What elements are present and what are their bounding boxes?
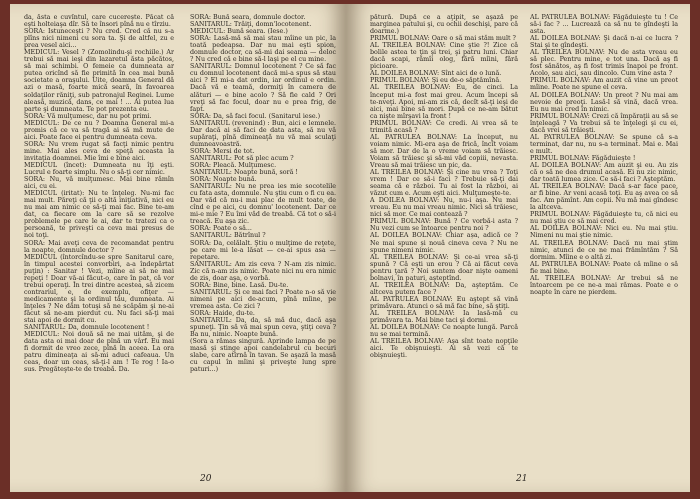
paragraph: da, ăsta e cuvîntul, care cucerește. Păcat că eşti holteiaşa dîr. Să te însori pînă nu e tîrziu.	[24, 14, 174, 29]
paragraph: AL TREILEA BOLNAV: Nu de asta vreau eu să plec. Pentru mine, e tot una. Dacă aş fi fost sănătos, aş fi fost trimis înapoi pe front. Acolo, sau aici, sau dincolo. Cum vine asta ?	[530, 49, 678, 78]
paragraph: SORA: Lasă-mă să mai stau mîine un pic, la toată pedeapsa. Dar nu mai eşti spion, domnule doctor, ca să-mi dai seama — deloc ? Nu cred că e bine să-l laşi pe el cu mine.	[190, 35, 336, 64]
paragraph: AL PATRULEA BOLNAV: Eu aştept să vină primăvara. Atunci o să mă fac bine, să ştiţi.	[370, 295, 518, 310]
paragraph: SANITARUL: Bătrînul ?	[190, 232, 266, 240]
paragraph: SANITARUL: Nu ne prea ies mie socotelile cu fata asta, domnule. Nu ştiu cum o fi cu ea. Dar văd că nu-i mai plac de mult toate, de cînd e pe aici, cu domnu' locotenent. Dar ce mi-e mie ? Eu îmi văd de treabă. Că tot o să-i treacă. Eu aşa zic.	[190, 183, 336, 226]
paragraph: AL TREILEA BOLNAV: Cine ştie ?! Zice că bolile astea te ţin şi trei, şi patru luni. Chiar dacă scapi, rămîi olog, fără mîini, fără picioare.	[370, 42, 518, 71]
paragraph: MEDICUL (iritat): Nu te înţeleg. Nu-mi fac mai mult. Păreţi că ţii o altă iniţiativă, nici eu nu mai am nimic ce să-ţi mai fac. Bine te-am dat, ca fiecare om la care să se rezolve problemele pe care le ai, dar te tratezi ca o persoană, te priveşti ca ceva mai presus de noi toţi.	[24, 190, 174, 240]
paragraph: (Sora a rămas singură. Aprinde lampa de pe masă şi stinge apoi candelabrul cu becuri slabe, care atîrnă în tavan. Se aşază la masă cu capul în mîini şi priveşte lung spre paturi...)	[190, 338, 336, 374]
paragraph: MEDICUL: Noi două să ne mai uităm, şi de data asta oi mai doar de pînă un vârf. Eu mai fi dormit de vreo zece, pînă în aceea. La ora patru dimineaţa ai să-mi aduci cafeaua. Un ceas, doar un ceas, să-ţi-l am ! Te rog ! Ia-o sus. Pregăteşte-te de treabă. Da.	[24, 331, 174, 374]
paragraph: AL DOILEA BOLNAV: Ce noapte lungă. Parcă nu se mai termină.	[370, 324, 518, 339]
paragraph: AL TREILEA BOLNAV: Da, aşteptăm. Ce altceva putem face ?	[370, 281, 518, 296]
paragraph: AL PATRULEA BOLNAV: Se spune că s-a terminat, dar nu, nu s-a terminat. Mai e. Mai e mult.	[530, 133, 678, 155]
paragraph: MEDICUL: Vesel ? (Zomolindu-şi rochiile.) Ar trebui să mai ieşi din lazaretul ăsta păcătos, să mai schimbi. O femeie ca dumneata ar putea oricînd să fie primită în cea mai bună societate a oraşului. Uite, doamna General dă azi o masă, foarte mică seară, în favoarea soldaţilor răniţi, sub patronajul Reginei. Lume aleasă, muzică, dans, ce mai ! ... Ai putea lua parte şi dumneata. Te pot prezenta eu.	[24, 49, 174, 113]
paragraph: SORA: Mersi de tot.	[190, 147, 255, 155]
paragraph: PRIMUL BOLNAV: Şi eu de-o săptămînă.	[370, 77, 502, 85]
paragraph: AL TREILEA BOLNAV: Dacă s-ar face pace, ar fi bine. Ar veni acasă toţi. Eu aş avea ce să fac. Am pămînt. Am copii. Nu mă mai gîndesc la altceva.	[530, 183, 678, 212]
paragraph: PRIMUL BOLNAV: Oare o să mai stăm mult ?	[370, 35, 516, 43]
paragraph: AL TREILEA BOLNAV: Aşa sînt toate nopţile aici. Te obişnuieşti. Ai să vezi că te obişnuieşti.	[370, 338, 518, 360]
paragraph: PRIMUL BOLNAV: Făgăduieşte !	[530, 154, 636, 162]
left-page-column-2	[190, 14, 336, 464]
paragraph: AL TREILEA BOLNAV: Şi cine nu vrea ? Toţi vrem ! Dar ce să-i faci ? Trebuie să-ţi dai seama că e război. Tu ai fost la război, ai văzut cum e. Acum eşti aici. Mulţumeşte-te.	[370, 169, 518, 198]
paragraph: SORA: Da, celălalt. Ştiu o mulţime de reţete, pe care mi le-a lăsat — ce-ai spus asa — repetare.	[190, 239, 336, 261]
paragraph: SORA: Vă mulţumesc, dar nu pot primi.	[24, 112, 152, 120]
paragraph: SORA: Mai aveţi ceva de recomandat pentru la noapte, domnule doctor ?	[24, 239, 174, 254]
paragraph: SORA: Pleacă. Mulţumesc.	[190, 161, 277, 169]
paragraph: AL DOILEA BOLNAV: Chiar așa, adică ce ? Ne mai spune și nouă cineva ceva ? Nu ne spune nimeni nimic.	[370, 232, 518, 254]
paragraph: AL DOILEA BOLNAV: Am auzit şi eu. Au zis că o să ne dea drumul acasă. Ei nu zic nimic, dar toată lumea zice. Ce să-i faci ? Aşteptăm.	[530, 161, 678, 184]
paragraph: SORA: Noapte bună.	[190, 176, 257, 184]
right-page-number: 21	[516, 474, 528, 484]
paragraph: SANITARUL: Pot să plec acum ?	[190, 154, 294, 162]
paragraph: MEDICUL: Bună seara. (Iese.)	[190, 28, 288, 36]
paragraph: AL TREILEA BOLNAV: Dacă nu mai ştim nimic, atunci de ce ne mai frămîntăm ? Să dormim. Mîine e o altă zi.	[530, 239, 678, 261]
paragraph: PRIMUL BOLNAV: Ce credi. Ai vrea să te trimită acasă ?	[370, 119, 518, 134]
right-page-column-2	[530, 14, 678, 464]
paragraph: SORA: Da, să faci focul. (Sanitarul iese.)	[190, 112, 321, 120]
paragraph: MEDICUL: De ce nu ? Doamna General mi-a promis că ce va să tragă ai să mă mute de aici. Poate face ei pentru dumneata ceva.	[24, 119, 174, 141]
paragraph: SANITARUL: Da, da, să mă duc, dacă aşa spuneţi. Ţin să vă mai spun ceva, ştiţi ceva ? Ba nu, nimic. Noapte bună.	[190, 317, 336, 339]
paragraph: MEDICUL (întorcîndu-se spre Sanitarul care, în timpul acestei convorbiri, a-a îndepărtat puţin) : Sanitar ! Vezi, mîine ai să ne mai repeţi ! Doar vă-ai făcut-o, care în pat, că vor trebui operaţi. În trei dintre acestea, să zicem contrariul, e, de exemplu, ofiţer — medicamente şi la ordinul tău, dumneata. Ai înţeles ? Ne dăm totuşi să ne scăpăm şi ne-ai făcut să ne-am pierdut cu. Nu faci să-ţi mai stai apoi de dormit cu.	[24, 253, 174, 325]
paragraph: SORA: Nu, vă mulţumesc. Mai bine rămîn aici, cu ei.	[24, 176, 174, 191]
paragraph: SORA: Haide, du-te.	[190, 309, 255, 317]
paragraph: AL PATRULEA BOLNAV: Făgăduieşte tu ! Ce să-i fac ? ... Lucrează ca să nu te gîndeşti la asta.	[530, 14, 678, 36]
paragraph: SORA: Istuneceşti ? Nu cred. Cred că nu s-a plîns nici nimeni cu sora ta. Şi de altfel, zu e prea vesel aici...	[24, 28, 174, 50]
paragraph: AL DOILEA BOLNAV: Un preot ? Nu mai am nevoie de preoţi. Lasă-l să vină, dacă vrea. Eu nu mai cred în nimic.	[530, 91, 678, 113]
paragraph: SANITARUL: Trăiţi, domn'locotenent.	[190, 21, 312, 29]
paragraph: PRIMUL BOLNAV: Bună ? Ce vorbă-i asta ? Nu vezi cum se întoarce pentru noi ?	[370, 218, 518, 233]
paragraph: AL DOILEA BOLNAV: Nici eu. Nu mai ştiu. Nimeni nu mai ştie nimic.	[530, 225, 678, 240]
paragraph: PRIMUL BOLNAV: Am auzit că vine un preot mîine. Poate ne spune el ceva.	[530, 77, 678, 92]
paragraph: pătură. După ce a aţipit, se aşază pe marginea patului şi, cu ochii deschişi, pare că doarme.)	[370, 14, 518, 36]
left-page-column-1	[24, 14, 174, 464]
paragraph: SANITARUL: Noapte bună, soră !	[190, 169, 298, 177]
left-page	[10, 4, 346, 492]
paragraph: AL DOILEA BOLNAV: Şi dacă n-ai ce lucra ? Stai şi te gîndeşti.	[530, 35, 678, 50]
paragraph: AL PATRULEA BOLNAV: Poate că mîine o să fie mai bine.	[530, 260, 678, 275]
paragraph: A DOILEA BOLNAV: Nu, nu-i aşa. Nu mai vreau. Eu nu mai vreau nimic. Nici să trăiesc, nici să mor. Ce mai contează ?	[370, 197, 518, 219]
paragraph: SORA: Bună seara, domnule doctor.	[190, 14, 306, 21]
paragraph: SANITARUL: Da, domnule locotenent !	[24, 324, 150, 332]
paragraph: SORA: Bine, bine. Lasă. Du-te.	[190, 281, 289, 289]
paragraph: SANITARUL (revenind) : Bun, aici e lemnele. Dar dacă ai să faci de data asta, să nu vă supăraţi, pînă dimineaţă nu vă mai sculaţi dumneavoastră.	[190, 119, 336, 148]
paragraph: SANITARUL: Am zis ceva ? N-am zis nimic. Zic că n-am zis nimic. Poate nici nu era nimic de zis, doar aşa, o vorbă.	[190, 260, 336, 282]
paragraph: AL TREILEA BOLNAV: Ia lasă-mă cu primăvara ta. Mai bine taci şi dormi.	[370, 309, 518, 325]
right-page-column-1	[370, 14, 518, 464]
paragraph: PRIMUL BOLNAV: Făgăduieşte tu, că nici eu nu mai ştiu ce să mai cred.	[530, 211, 678, 226]
left-page-number: 20	[200, 474, 212, 484]
paragraph: MEDICUL (încet): Dumneata nu îţi eşti. Lucrul e foarte simplu. Nu o să-ţi cer nimic.	[24, 161, 174, 177]
paragraph: SANITARUL: Domnul locotenent ? Ce să fac cu domnul locotenent dacă mi-a spus să stau aici ? El mi-a dat ordin, iar ordinul e ordin. Dacă vă e teamă, dormiţi în camera de alături — e bine acolo ? Să fie cald ? Ori vreţi să fac focul, doar nu e prea frig, de fapt.	[190, 63, 336, 113]
paragraph: SORA: Nu vrem rugat să facţi nimic pentru mine. Mai ales ceva de speţă aceasta la invitaţia doamnei. Mie îmi e bine aici.	[24, 140, 174, 162]
paragraph: SANITARUL: Şi ce mai faci ? Poate n-o să vie nimeni pe aici de-acum, pînă mîine, pe vremea asta. Ce zici ?	[190, 288, 336, 310]
paragraph: AL TREILEA BOLNAV: Şi ce-ai vrea să-ţi spună ? Că eşti un erou ? Că ai făcut ceva pentru ţară ? Noi suntem doar nişte oameni bolnavi, în paturi, aşteptînd.	[370, 253, 518, 282]
paragraph: PRIMUL BOLNAV: Crezi că împăraţii au să se înţeleagă ? Va trebui să te înţelegi şi cu ei, dacă vrei să trăieşti.	[530, 112, 678, 134]
paragraph: SORA: Poate o să...	[190, 225, 252, 233]
right-page	[346, 4, 690, 492]
paragraph: AL DOILEA BOLNAV: Sînt aici de o lună.	[370, 70, 502, 78]
paragraph: AL TREILEA BOLNAV: Eu, de cinci. La început mi-a fost mai greu. Acum începi să te-nveţi. Apoi, mi-am zis că, decît să-ţi ieşi de aici, mai bine să mori. După ce ne-am bătut ca nişte mîrşavi la front !	[370, 84, 518, 120]
paragraph: AL TREILEA BOLNAV: Ar trebui să ne întoarcem pe ce ne-a mai rămas. Poate e o noapte în care ne pierdem.	[530, 274, 678, 296]
paragraph: AL PATRULEA BOLNAV: La început, nu voiam nimic. Mi-era aşa de frică, încît voiam să mor. Dar de la o vreme voiam să trăiesc. Voiam să trăiesc şi să-mi văd copiii, nevasta. Vreau să mai trăiesc un pic, da.	[370, 133, 518, 169]
